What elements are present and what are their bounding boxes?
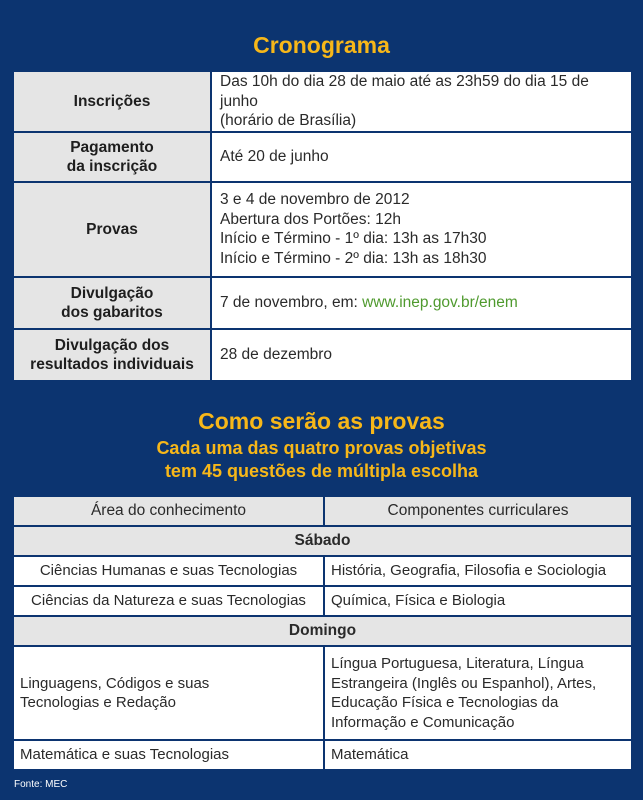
componentes-cell	[324, 586, 632, 616]
row-label	[13, 277, 211, 329]
header-row	[13, 496, 632, 526]
row-value-text: 7 de novembro, em:	[220, 293, 363, 311]
cronograma-table	[12, 70, 633, 382]
day-row	[13, 526, 632, 556]
componentes-text: Estrangeira (Inglês ou Espanhol), Artes,	[331, 674, 597, 692]
row-value-text: 3 e 4 de novembro de 2012	[220, 191, 410, 208]
table-row	[13, 71, 632, 132]
provas-title: Como serão as provas	[198, 408, 445, 434]
row-label-text: resultados individuais	[30, 355, 194, 373]
cronograma-title: Cronograma	[253, 32, 390, 58]
componentes-text: Educação Física e Tecnologias da	[331, 694, 559, 711]
area-text: Ciências Humanas e suas Tecnologias	[39, 562, 298, 580]
row-value-text: Abertura dos Portões: 12h	[220, 210, 401, 228]
row-value	[211, 329, 632, 381]
row-label	[13, 132, 211, 182]
row-label-text: Pagamento	[70, 138, 154, 156]
area-text: Linguagens, Códigos e suas	[20, 674, 210, 692]
row-label-text: Inscrições	[73, 92, 151, 110]
componentes-cell	[324, 646, 632, 740]
table-row	[13, 586, 632, 616]
componentes-text: Língua Portuguesa, Literatura, Língua	[331, 655, 584, 672]
row-label-text: Divulgação	[70, 284, 154, 302]
row-label-text: dos gabaritos	[61, 303, 163, 321]
day-row	[13, 616, 632, 646]
day-label-domingo: Domingo	[13, 616, 632, 646]
row-value-text: 28 de dezembro	[220, 345, 333, 363]
column-header-componentes: Componentes curriculares	[324, 496, 632, 526]
provas-table	[12, 495, 633, 771]
row-value-text: Até 20 de junho	[220, 147, 329, 165]
row-value	[211, 132, 632, 182]
area-text: Matemática e suas Tecnologias	[20, 746, 230, 764]
area-cell	[13, 646, 324, 740]
componentes-cell	[324, 556, 632, 586]
provas-subtitle-line1: Cada uma das quatro provas objetivas	[156, 438, 487, 458]
row-value-text: Início e Término - 1º dia: 13h as 17h30	[220, 230, 487, 247]
componentes-text: Informação e Comunicação	[331, 713, 515, 731]
componentes-text: Matemática	[331, 746, 409, 764]
source-note: Fonte: MEC	[14, 779, 68, 790]
day-label-sabado: Sábado	[13, 526, 632, 556]
row-value	[211, 71, 632, 132]
table-row	[13, 556, 632, 586]
enem-link[interactable]: www.inep.gov.br/enem	[362, 293, 518, 311]
table-row	[13, 646, 632, 740]
row-value	[211, 182, 632, 277]
table-row	[13, 182, 632, 277]
area-cell	[13, 740, 324, 770]
componentes-text: História, Geografia, Filosofia e Sociologia	[331, 562, 607, 580]
area-cell	[13, 556, 324, 586]
provas-subtitle-line2: tem 45 questões de múltipla escolha	[164, 461, 479, 481]
table-row	[13, 329, 632, 381]
row-value-text: (horário de Brasília)	[220, 112, 357, 129]
row-value-text: Das 10h do dia 28 de maio até as 23h59 do dia 15 de junho	[220, 73, 589, 110]
table-row	[13, 740, 632, 770]
row-label-text: da inscrição	[66, 157, 158, 175]
row-label	[13, 329, 211, 381]
area-text: Ciências da Natureza e suas Tecnologias	[31, 592, 306, 610]
table-row	[13, 277, 632, 329]
componentes-text: Química, Física e Biologia	[331, 592, 506, 610]
row-label-text: Provas	[86, 220, 138, 238]
area-cell	[13, 586, 324, 616]
row-value	[211, 277, 632, 329]
componentes-cell	[324, 740, 632, 770]
area-text: Tecnologias e Redação	[20, 694, 176, 711]
row-label	[13, 182, 211, 277]
row-label-text: Divulgação dos	[54, 336, 170, 354]
table-row	[13, 132, 632, 182]
row-label	[13, 71, 211, 132]
row-value-text: Início e Término - 2º dia: 13h as 18h30	[220, 249, 487, 267]
column-header-area: Área do conhecimento	[13, 496, 324, 526]
